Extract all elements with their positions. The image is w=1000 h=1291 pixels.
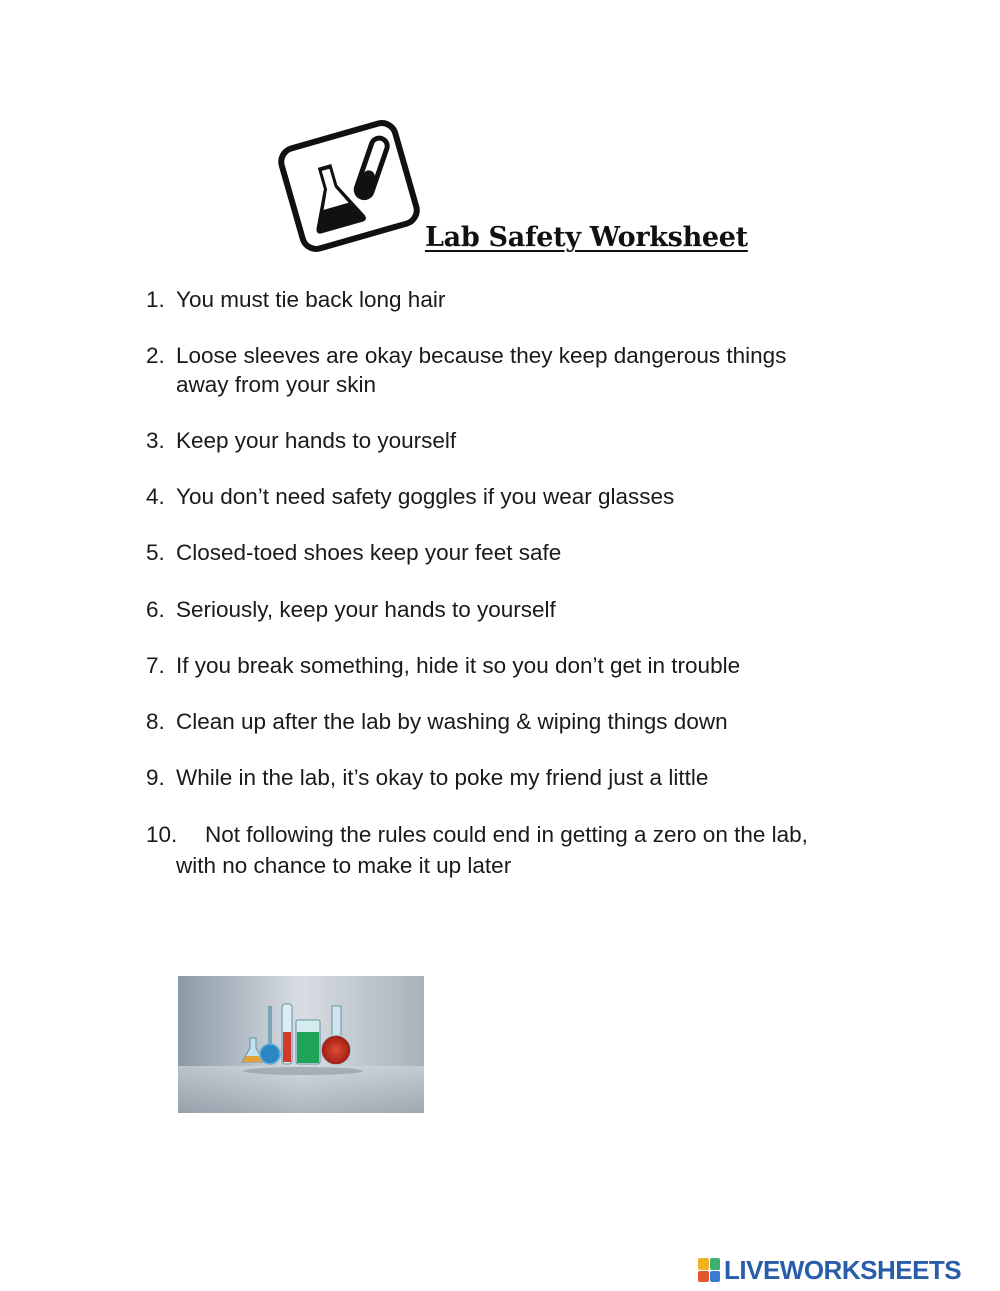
- item-number: 1.: [146, 287, 165, 312]
- item-text-line2: away from your skin: [176, 372, 377, 397]
- brand-name: LIVEWORKSHEETS: [724, 1254, 962, 1285]
- list-item: [146, 482, 876, 511]
- item-text: While in the lab, it’s okay to poke my friend just a little: [176, 765, 709, 790]
- lab-glassware-photo: [178, 976, 424, 1113]
- item-number: 4.: [146, 484, 165, 509]
- item-number: 8.: [146, 709, 165, 734]
- item-text: You don’t need safety goggles if you wear glasses: [176, 484, 675, 509]
- item-number: 3.: [146, 428, 165, 453]
- list-item: [146, 707, 876, 736]
- item-text: Clean up after the lab by washing & wiping things down: [176, 709, 728, 734]
- item-number: 6.: [146, 597, 165, 622]
- item-number: 5.: [146, 540, 165, 565]
- list-item: [146, 651, 876, 680]
- list-item: [146, 763, 876, 792]
- worksheet-title: Lab Safety Worksheet: [425, 222, 748, 253]
- item-text-line1: Loose sleeves are okay because they keep dangerous things: [176, 343, 787, 368]
- item-text: You must tie back long hair: [176, 287, 446, 312]
- lab-flask-icon: [276, 120, 422, 252]
- item-number: 7.: [146, 653, 165, 678]
- brand-mark-icon: [698, 1258, 720, 1282]
- list-item: [146, 820, 876, 880]
- item-text: If you break something, hide it so you don’t get in trouble: [176, 653, 741, 678]
- item-number: 9.: [146, 765, 165, 790]
- list-item: [146, 538, 876, 567]
- item-text: Closed-toed shoes keep your feet safe: [176, 540, 562, 565]
- list-item: [146, 426, 876, 455]
- list-item: [146, 595, 876, 624]
- list-item: [146, 285, 876, 314]
- item-text-line2: with no chance to make it up later: [176, 853, 512, 878]
- list-item: [146, 341, 876, 399]
- item-number: 10.: [146, 822, 178, 847]
- item-text: Keep your hands to yourself: [176, 428, 457, 453]
- item-text-line1: Not following the rules could end in getting a zero on the lab,: [205, 822, 808, 847]
- item-text: Seriously, keep your hands to yourself: [176, 597, 556, 622]
- item-number: 2.: [146, 343, 165, 368]
- liveworksheets-logo: [698, 1255, 961, 1285]
